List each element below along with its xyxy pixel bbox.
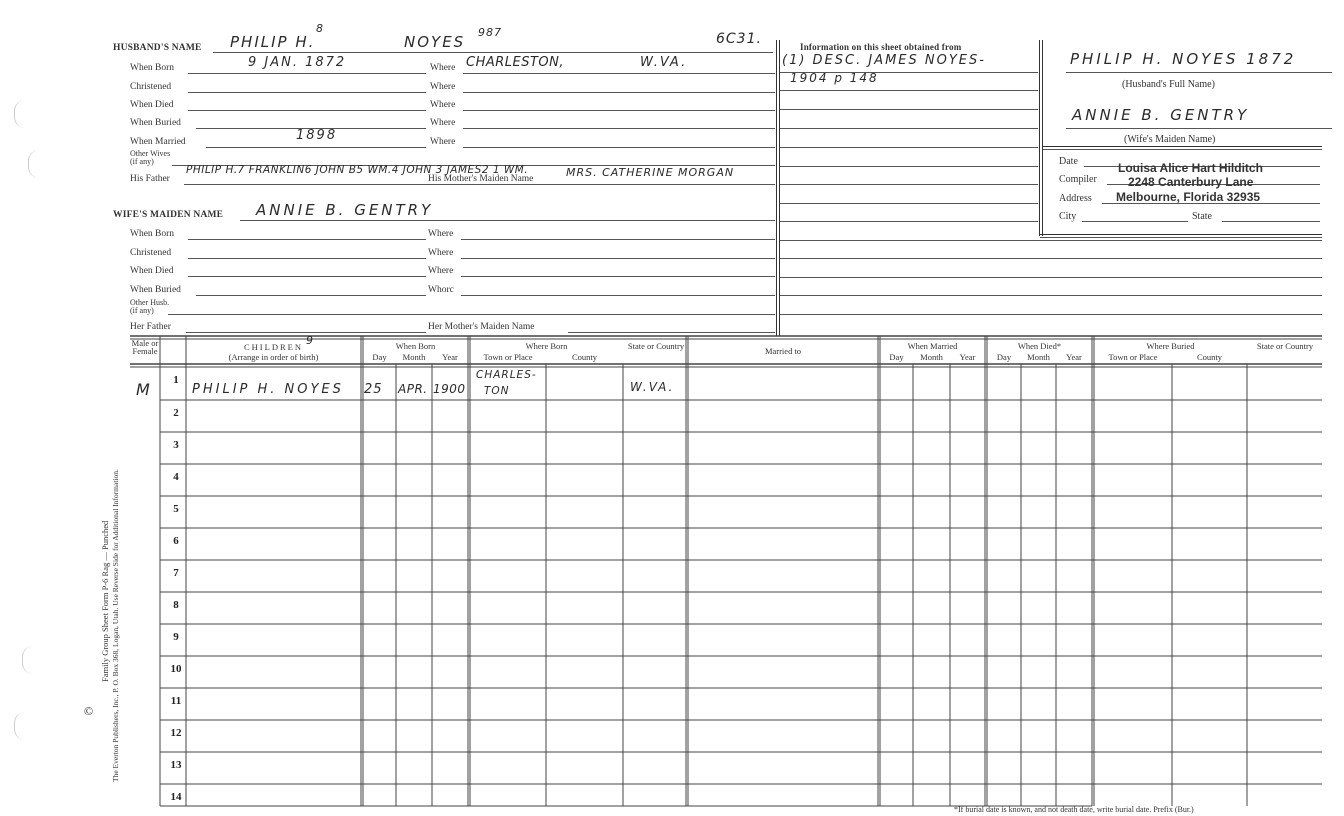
row-number: 14 bbox=[170, 791, 182, 803]
husband-christened-label: Christened bbox=[130, 82, 172, 92]
husband-name-label: HUSBAND'S NAME bbox=[113, 43, 202, 53]
compiler-street: 2248 Canterbury Lane bbox=[1128, 175, 1254, 189]
summary-wife-label: (Wife's Maiden Name) bbox=[1124, 134, 1216, 145]
summary-wife-name: ANNIE B. GENTRY bbox=[1072, 106, 1250, 124]
where-label: Where bbox=[430, 118, 456, 128]
header-married-year: Year bbox=[959, 352, 976, 362]
where-label: Where bbox=[428, 229, 454, 239]
info-source-line1: (1) DESC. JAMES NOYES- bbox=[782, 53, 986, 68]
wife-christened-label: Christened bbox=[130, 248, 172, 258]
wife-name-value: ANNIE B. GENTRY bbox=[256, 201, 434, 219]
husband-born-state: W.VA. bbox=[640, 55, 688, 70]
her-father-label: Her Father bbox=[130, 322, 171, 332]
child1-birth-day: 25 bbox=[364, 382, 383, 397]
child1-birth-state: W.VA. bbox=[630, 380, 675, 394]
row-number: 4 bbox=[173, 471, 179, 483]
header-town: Town or Place bbox=[483, 352, 533, 362]
children-count-note: 9 bbox=[306, 334, 315, 347]
header-year: Year bbox=[442, 352, 458, 362]
child1-birth-town: CHARLES- bbox=[476, 369, 537, 381]
info-source-label: Information on this sheet obtained from bbox=[800, 42, 962, 52]
header-where-buried: Where Buried bbox=[1146, 341, 1195, 351]
child1-name: PHILIP H. NOYES bbox=[192, 382, 344, 397]
address-label: Address bbox=[1059, 193, 1092, 204]
her-mother-label: Her Mother's Maiden Name bbox=[428, 322, 535, 332]
header-when-born: When Born bbox=[395, 341, 436, 351]
other-husb-label: Other Husb. bbox=[130, 298, 170, 307]
row-number: 2 bbox=[173, 407, 179, 419]
row-number: 12 bbox=[170, 727, 182, 739]
header-married-month: Month bbox=[920, 352, 943, 362]
row-number: 1 bbox=[173, 374, 179, 386]
header-when-married: When Married bbox=[907, 341, 958, 351]
header-month: Month bbox=[402, 352, 426, 362]
header-died-year: Year bbox=[1066, 352, 1082, 362]
header-buried-state: State or Country bbox=[1256, 341, 1314, 351]
row-number: 10 bbox=[170, 663, 182, 675]
his-father-value: PHILIP H.7 FRANKLIN6 JOHN B5 WM.4 JOHN 3 JAMES2 1 WM. bbox=[186, 164, 529, 176]
summary-husband-name: PHILIP H. NOYES 1872 bbox=[1070, 50, 1297, 68]
header-state: State or Country bbox=[627, 341, 685, 351]
publisher-label: The Everton Publishers, Inc., P. O. Box 368, Logan, Utah. Use Reverse Side for Additional Information. bbox=[111, 469, 120, 782]
child1-birth-town-cont: TON bbox=[484, 385, 510, 397]
header-married-day: Day bbox=[889, 352, 904, 362]
child1-birth-month: APR. bbox=[398, 382, 428, 396]
wife-died-label: When Died bbox=[130, 266, 174, 276]
wife-name-label: WIFE'S MAIDEN NAME bbox=[113, 210, 224, 220]
summary-husband-label: (Husband's Full Name) bbox=[1122, 79, 1215, 90]
husband-given-name: PHILIP H. bbox=[230, 33, 316, 51]
husband-buried-label: When Buried bbox=[130, 118, 181, 128]
state-label: State bbox=[1192, 211, 1212, 222]
header-died-month: Month bbox=[1027, 352, 1050, 362]
header-died-day: Day bbox=[996, 352, 1012, 362]
row-number: 13 bbox=[170, 759, 182, 771]
where-label: Where bbox=[428, 266, 454, 276]
header-children: CHILDREN bbox=[244, 342, 303, 352]
husband-died-label: When Died bbox=[130, 100, 174, 110]
row-number: 8 bbox=[173, 599, 179, 611]
date-label: Date bbox=[1059, 156, 1078, 167]
husband-married-year: 1898 bbox=[296, 128, 338, 143]
compiler-name: Louisa Alice Hart Hilditch bbox=[1118, 161, 1263, 175]
other-husb-ifany: (if any) bbox=[130, 306, 154, 315]
city-label: City bbox=[1059, 211, 1077, 222]
header-children-sub: (Arrange in order of birth) bbox=[228, 352, 319, 362]
his-mother-value: MRS. CATHERINE MORGAN bbox=[566, 166, 735, 179]
wife-buried-label: When Buried bbox=[130, 285, 181, 295]
copyright-symbol: © bbox=[84, 704, 94, 718]
where-label: Where bbox=[428, 248, 454, 258]
row-number: 9 bbox=[173, 631, 179, 643]
husband-surname-note: 987 bbox=[478, 26, 502, 39]
husband-generation: 8 bbox=[316, 22, 325, 35]
header-when-died: When Died* bbox=[1017, 341, 1062, 351]
compiler-label: Compiler bbox=[1059, 174, 1097, 185]
his-mother-label: His Mother's Maiden Name bbox=[428, 174, 534, 184]
husband-born-place: CHARLESTON, bbox=[466, 55, 565, 70]
child1-birth-year: 1900 bbox=[433, 382, 466, 396]
other-wives-label: Other Wives bbox=[130, 149, 171, 158]
row-number: 7 bbox=[173, 567, 179, 579]
reference-code: 6C31. bbox=[716, 31, 762, 47]
where-label: Whorc bbox=[428, 285, 454, 295]
child1-sex: M bbox=[136, 380, 152, 399]
header-buried-county: County bbox=[1196, 352, 1223, 362]
header-day: Day bbox=[372, 352, 387, 362]
compiler-city: Melbourne, Florida 32935 bbox=[1116, 190, 1261, 204]
header-married-to: Married to bbox=[764, 346, 802, 356]
husband-married-label: When Married bbox=[130, 137, 186, 147]
header-sex: Male or Female bbox=[131, 338, 159, 356]
where-label: Where bbox=[430, 137, 456, 147]
header-county: County bbox=[571, 352, 598, 362]
header-where-born: Where Born bbox=[525, 341, 568, 351]
husband-born-date: 9 JAN. 1872 bbox=[248, 55, 347, 70]
other-wives-ifany: (if any) bbox=[130, 157, 154, 166]
header-buried-town: Town or Place bbox=[1108, 352, 1158, 362]
form-label: Family Group Sheet Form P-6 Rag — Punched bbox=[100, 520, 110, 682]
row-number: 6 bbox=[173, 535, 179, 547]
burial-footnote: *If burial date is known, and not death date, write burial date. Prefix (Bur.) bbox=[954, 805, 1194, 814]
husband-born-label: When Born bbox=[130, 63, 175, 73]
where-label: Where bbox=[430, 63, 456, 73]
where-label: Where bbox=[430, 100, 456, 110]
row-number: 11 bbox=[170, 695, 182, 707]
his-father-label: His Father bbox=[130, 174, 170, 184]
row-number: 3 bbox=[173, 439, 179, 451]
row-number: 5 bbox=[173, 503, 179, 515]
wife-born-label: When Born bbox=[130, 229, 175, 239]
husband-surname: NOYES bbox=[404, 33, 466, 51]
where-label: Where bbox=[430, 82, 456, 92]
info-source-line2: 1904 p 148 bbox=[790, 71, 879, 85]
